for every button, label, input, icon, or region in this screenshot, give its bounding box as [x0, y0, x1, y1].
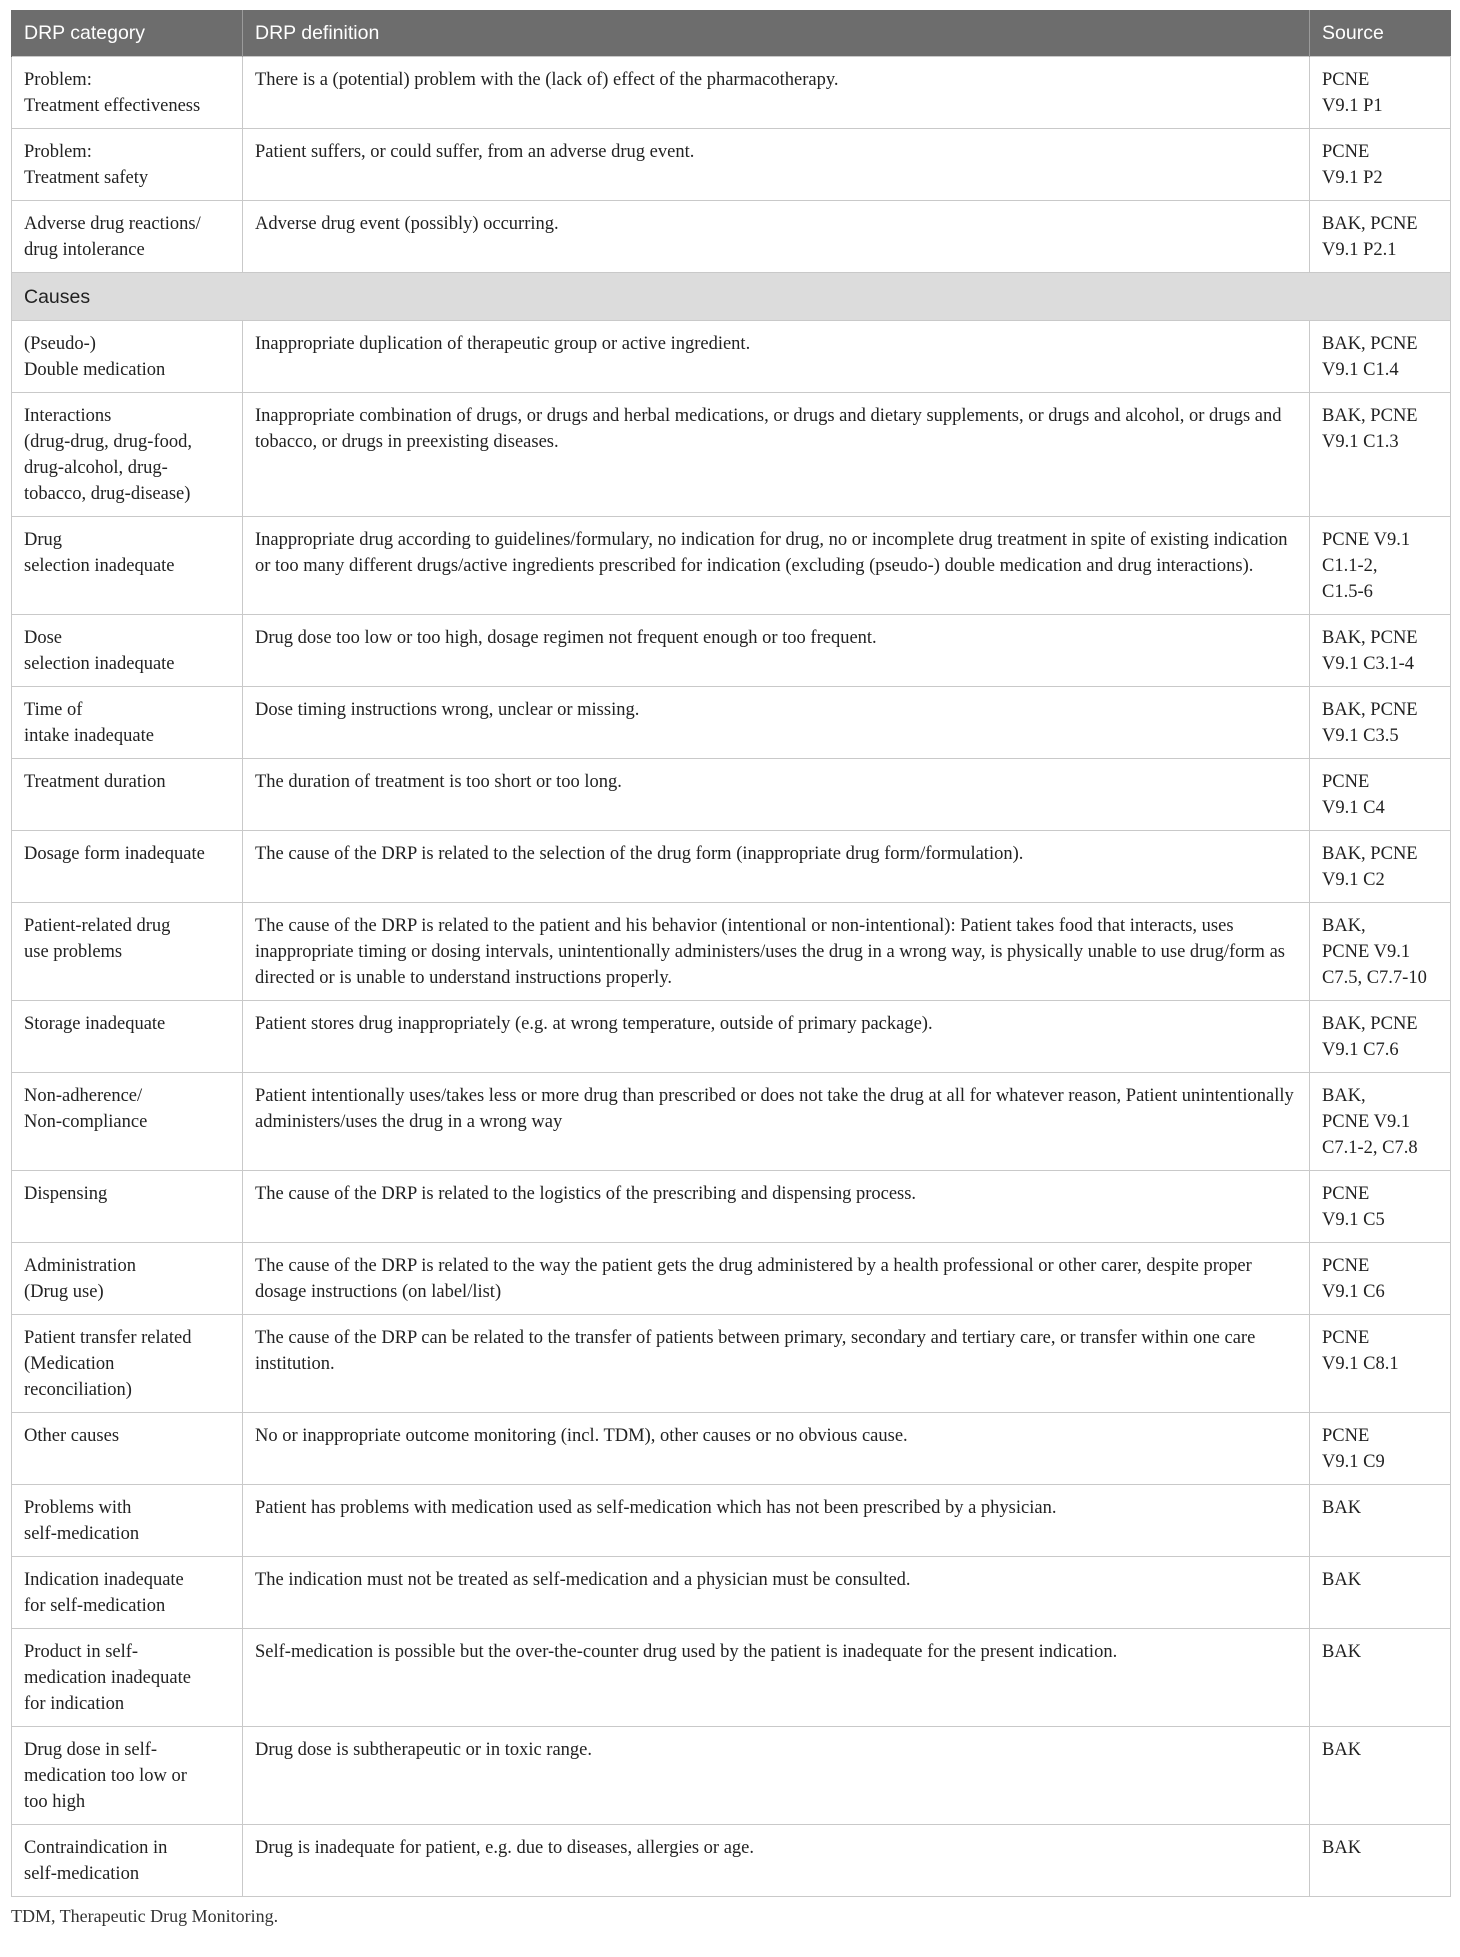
table-page — [11, 10, 1450, 1927]
table-row — [12, 1170, 1451, 1242]
table-row — [12, 1726, 1451, 1824]
cell-definition: Drug dose is subtherapeutic or in toxic range. — [243, 1726, 1310, 1824]
cell-source: PCNE V9.1 C4 — [1310, 758, 1451, 830]
cell-definition: The cause of the DRP is related to the way the patient gets the drug administered by a health professional or other carer, despite proper dosage instructions (on label/list) — [243, 1242, 1310, 1314]
drp-table — [11, 10, 1451, 1897]
cell-category: Problem: Treatment effectiveness — [12, 56, 243, 128]
table-row — [12, 1628, 1451, 1726]
cell-source: BAK, PCNE V9.1 C2 — [1310, 830, 1451, 902]
cell-source: BAK — [1310, 1726, 1451, 1824]
cell-source: PCNE V9.1 P2 — [1310, 128, 1451, 200]
cell-category: Administration (Drug use) — [12, 1242, 243, 1314]
table-row — [12, 614, 1451, 686]
cell-category: Patient transfer related (Medication reconciliation) — [12, 1314, 243, 1412]
cell-category: Drug dose in self- medication too low or too high — [12, 1726, 243, 1824]
table-row — [12, 1556, 1451, 1628]
table-row — [12, 1824, 1451, 1896]
problem-rows — [12, 56, 1451, 272]
header-row — [12, 10, 1451, 56]
cell-source: BAK — [1310, 1628, 1451, 1726]
cell-definition: Dose timing instructions wrong, unclear or missing. — [243, 686, 1310, 758]
section-row-causes — [12, 272, 1451, 320]
cell-definition: Patient stores drug inappropriately (e.g. at wrong temperature, outside of primary package). — [243, 1000, 1310, 1072]
table-row — [12, 1242, 1451, 1314]
cell-category: Dosage form inadequate — [12, 830, 243, 902]
cell-definition: There is a (potential) problem with the (lack of) effect of the pharmacotherapy. — [243, 56, 1310, 128]
cell-source: BAK — [1310, 1484, 1451, 1556]
cell-category: Interactions (drug-drug, drug-food, drug-alcohol, drug- tobacco, drug-disease) — [12, 392, 243, 516]
table-row — [12, 56, 1451, 128]
cell-definition: Inappropriate duplication of therapeutic group or active ingredient. — [243, 320, 1310, 392]
table-row — [12, 902, 1451, 1000]
cell-definition: Inappropriate combination of drugs, or drugs and herbal medications, or drugs and dietary supplements, or drugs and alcohol, or drugs and tobacco, or drugs in preexisting diseases. — [243, 392, 1310, 516]
cell-definition: Drug is inadequate for patient, e.g. due to diseases, allergies or age. — [243, 1824, 1310, 1896]
table-row — [12, 758, 1451, 830]
cell-source: PCNE V9.1 C1.1-2, C1.5-6 — [1310, 516, 1451, 614]
table-row — [12, 516, 1451, 614]
cell-definition: The cause of the DRP is related to the selection of the drug form (inappropriate drug form/formulation). — [243, 830, 1310, 902]
cell-definition: The cause of the DRP is related to the patient and his behavior (intentional or non-intentional): Patient takes food that interacts, uses inappropriate timing or dosing intervals, unintentionally administers/uses the drug in a wrong way, is physically unable to use drug/form as directed or is unable to understand instructions properly. — [243, 902, 1310, 1000]
cell-category: Adverse drug reactions/ drug intolerance — [12, 200, 243, 272]
cell-category: Dose selection inadequate — [12, 614, 243, 686]
cell-source: BAK, PCNE V9.1 P2.1 — [1310, 200, 1451, 272]
cell-category: Other causes — [12, 1412, 243, 1484]
cell-source: BAK, PCNE V9.1 C3.1-4 — [1310, 614, 1451, 686]
cell-source: PCNE V9.1 P1 — [1310, 56, 1451, 128]
header-drp-category: DRP category — [12, 10, 243, 56]
cell-definition: The cause of the DRP can be related to the transfer of patients between primary, secondary and tertiary care, or transfer within one care institution. — [243, 1314, 1310, 1412]
cell-source: PCNE V9.1 C6 — [1310, 1242, 1451, 1314]
cell-source: BAK, PCNE V9.1 C1.3 — [1310, 392, 1451, 516]
cell-category: Time of intake inadequate — [12, 686, 243, 758]
table-row — [12, 1314, 1451, 1412]
cell-category: Treatment duration — [12, 758, 243, 830]
cell-category: Non-adherence/ Non-compliance — [12, 1072, 243, 1170]
table-footnote: TDM, Therapeutic Drug Monitoring. — [11, 1905, 279, 1926]
header-drp-definition: DRP definition — [243, 10, 1310, 56]
causes-section — [12, 272, 1451, 320]
table-row — [12, 1000, 1451, 1072]
cell-category: Problem: Treatment safety — [12, 128, 243, 200]
cell-definition: No or inappropriate outcome monitoring (incl. TDM), other causes or no obvious cause. — [243, 1412, 1310, 1484]
cell-definition: Drug dose too low or too high, dosage regimen not frequent enough or too frequent. — [243, 614, 1310, 686]
cell-category: (Pseudo-) Double medication — [12, 320, 243, 392]
cell-source: PCNE V9.1 C8.1 — [1310, 1314, 1451, 1412]
cell-category: Patient-related drug use problems — [12, 902, 243, 1000]
cell-source: PCNE V9.1 C5 — [1310, 1170, 1451, 1242]
cell-source: BAK, PCNE V9.1 C1.4 — [1310, 320, 1451, 392]
cell-category: Drug selection inadequate — [12, 516, 243, 614]
cell-category: Dispensing — [12, 1170, 243, 1242]
cell-source: BAK — [1310, 1556, 1451, 1628]
cell-definition: Inappropriate drug according to guidelines/formulary, no indication for drug, no or incomplete drug treatment in spite of existing indication or too many different drugs/active ingredients prescribed for indication (excluding (pseudo-) double medication and drug interactions). — [243, 516, 1310, 614]
cell-source: BAK, PCNE V9.1 C7.6 — [1310, 1000, 1451, 1072]
table-row — [12, 392, 1451, 516]
cell-category: Product in self- medication inadequate for indication — [12, 1628, 243, 1726]
cell-definition: Adverse drug event (possibly) occurring. — [243, 200, 1310, 272]
table-row — [12, 830, 1451, 902]
cell-category: Indication inadequate for self-medication — [12, 1556, 243, 1628]
cell-category: Problems with self-medication — [12, 1484, 243, 1556]
table-header — [12, 10, 1451, 56]
cell-source: BAK, PCNE V9.1 C7.5, C7.7-10 — [1310, 902, 1451, 1000]
table-row — [12, 1484, 1451, 1556]
cell-definition: The indication must not be treated as self-medication and a physician must be consulted. — [243, 1556, 1310, 1628]
cell-definition: Patient intentionally uses/takes less or more drug than prescribed or does not take the drug at all for whatever reason, Patient unintentionally administers/uses the drug in a wrong way — [243, 1072, 1310, 1170]
cell-definition: Patient has problems with medication used as self-medication which has not been prescribed by a physician. — [243, 1484, 1310, 1556]
table-row — [12, 200, 1451, 272]
cell-source: BAK, PCNE V9.1 C7.1-2, C7.8 — [1310, 1072, 1451, 1170]
header-source: Source — [1310, 10, 1451, 56]
cell-category: Contraindication in self-medication — [12, 1824, 243, 1896]
cell-definition: Self-medication is possible but the over-the-counter drug used by the patient is inadequate for the present indication. — [243, 1628, 1310, 1726]
cell-definition: The cause of the DRP is related to the logistics of the prescribing and dispensing process. — [243, 1170, 1310, 1242]
table-row — [12, 1072, 1451, 1170]
cell-source: BAK — [1310, 1824, 1451, 1896]
cell-category: Storage inadequate — [12, 1000, 243, 1072]
cause-rows — [12, 320, 1451, 1896]
cell-source: BAK, PCNE V9.1 C3.5 — [1310, 686, 1451, 758]
table-row — [12, 320, 1451, 392]
cell-source: PCNE V9.1 C9 — [1310, 1412, 1451, 1484]
table-row — [12, 128, 1451, 200]
cell-definition: Patient suffers, or could suffer, from an adverse drug event. — [243, 128, 1310, 200]
cell-definition: The duration of treatment is too short or too long. — [243, 758, 1310, 830]
section-label-causes: Causes — [12, 272, 1451, 320]
table-row — [12, 686, 1451, 758]
table-row — [12, 1412, 1451, 1484]
